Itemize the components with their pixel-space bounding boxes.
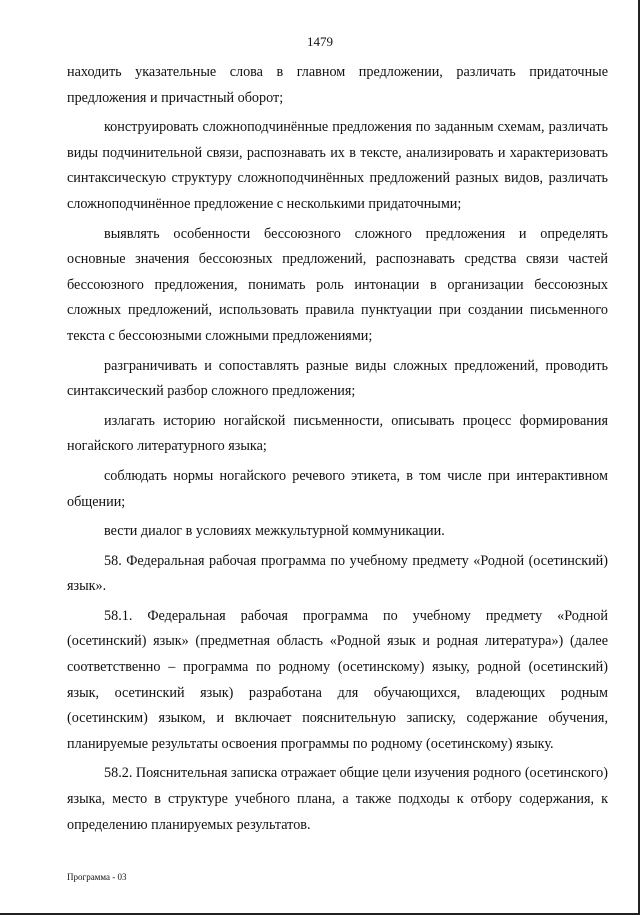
paragraph-continuation: находить указательные слова в главном предложении, различать придаточные предложения и причастный оборот; bbox=[67, 64, 608, 106]
paragraph: вести диалог в условиях межкультурной коммуникации. bbox=[104, 523, 445, 540]
section-58-1: 58.1. Федеральная рабочая программа по учебному предмету «Родной (осетинский) язык» (предметная область «Родной язык и родная литература») (далее соответственно – программа по родному (осетинскому) языку, родной (осетинский) язык, осетинский язык) разработана для обучающихся, владеющих родным (осетинским) языком, и включает пояснительную записку, содержание обучения, планируемые результаты освоения программы по родному (осетинскому) языку. bbox=[67, 607, 608, 752]
paragraph: разграничивать и сопоставлять разные виды сложных предложений, проводить синтаксический разбор сложного предложения; bbox=[67, 357, 608, 400]
document-body bbox=[67, 60, 608, 842]
paragraph: конструировать сложноподчинённые предложения по заданным схемам, различать виды подчинительной связи, распознавать их в тексте, анализировать и характеризовать синтаксическую структуру сложноподчинённых предложений разных видов, различать сложноподчинённое предложение с несколькими придаточными; bbox=[67, 119, 608, 212]
paragraph: соблюдать нормы ногайского речевого этикета, в том числе при интерактивном общении; bbox=[67, 467, 608, 510]
page-number: 1479 bbox=[307, 34, 333, 49]
page-footer: Программа - 03 bbox=[67, 872, 127, 882]
section-58-2: 58.2. Пояснительная записка отражает общие цели изучения родного (осетинского) языка, место в структуре учебного плана, а также подходы к отбору содержания, к определению планируемых результатов. bbox=[67, 765, 608, 833]
paragraph: выявлять особенности бессоюзного сложного предложения и определять основные значения бессоюзных предложений, распознавать средства связи частей бессоюзного предложения, понимать роль интонации в организации бессоюзных сложных предложений, использовать правила пунктуации при создании письменного текста с бессоюзными сложными предложениями; bbox=[67, 225, 608, 344]
paragraph: излагать историю ногайской письменности, описывать процесс формирования ногайского литературного языка; bbox=[67, 412, 608, 455]
section-heading-58: 58. Федеральная рабочая программа по учебному предмету «Родной (осетинский) язык». bbox=[67, 552, 608, 595]
